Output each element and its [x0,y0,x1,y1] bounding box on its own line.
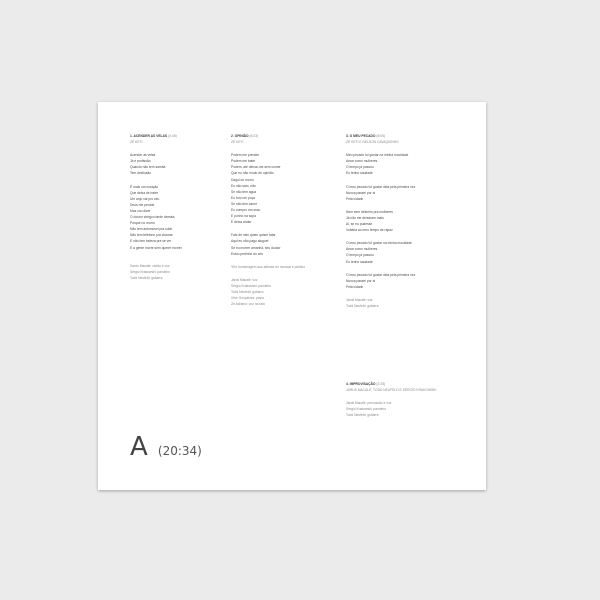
credit-line: Zé Adriano: voz na fala [231,302,265,307]
lyric-line: Meu pecado foi gostar na minha mocidade [346,153,409,158]
lyric-line: E a gente morre sem querer morrer [130,245,182,250]
lyric-line: Podem, até deixar-me sem comer [231,165,281,170]
track-author: ZÉ KETI [231,140,244,145]
side-letter: A [130,432,148,462]
lyric-line: O meu pecado foi gostar dela pela primeira vez [346,272,416,277]
lyric-line: Nunca passei por aí [346,190,376,195]
track-number-title: 1. ACENDER AS VELAS [130,134,168,138]
lyric-line: Se não tem água [231,189,257,194]
lyric-line: Se não tem carne [231,201,258,206]
side-label [130,432,202,462]
lyric-line: Nem sem dinheiro pra mulheres [346,209,393,214]
credit-line: Jards Macalé: percussão e voz [346,401,392,406]
lyric-line: Amar como mulheres [346,159,378,164]
lyric-line: Que eu não mudo de opinião [231,171,274,176]
lyric-line: O doutor chegou tarde demais [130,215,175,220]
side-duration: (20:34) [157,444,202,458]
lyric-line: Voltaria ao meu tempo de rapaz [346,228,393,233]
track-author: ZÉ KETI E NELSON CAVAQUINHO [346,140,399,145]
lyric-line: E não tem beleza pra se ver [130,239,172,244]
track-number-title: 2. OPINIÃO [231,134,249,138]
lyric-line: Eu não saio, não [231,183,256,188]
lyric-line: O tempo já passou [346,165,374,170]
track-note: *Em homenagem aos artistas do musical e político [231,264,306,269]
track-duration: (6:23) [249,134,259,138]
lyric-line: Que deixa de bater [130,190,159,195]
lyric-line: Porque no morro [130,221,155,226]
credit-line: Todd Neufeld: guitarra [346,413,379,418]
lyric-line: Já é profissão [130,159,151,164]
credit-line: Todd Neufeld: guitarra [346,303,379,308]
lyric-line: Aqui eu não pago aluguel [231,239,269,244]
lyric-line: Não tem telefone pra chamar [130,233,173,238]
lyric-line: Já não me deixaram mais [346,215,384,220]
lyric-line: Podem me bater [231,159,256,164]
lyric-line: Eu tenho saudade [346,259,373,264]
credit-line: Jards Macalé: voz [231,277,258,282]
track-duration: (8:05) [376,134,386,138]
credit-line: Sérgio Krakowski: pandeiro [346,407,387,412]
track-2 [231,133,339,307]
track-duration: (2:28) [376,382,386,386]
booklet-page [98,102,486,490]
lyric-line: Quando não tem samba [130,165,166,170]
lyric-line: Fale de mim quem quiser falar [231,233,276,238]
credit-line: Sérgio Krakowski: pandeiro [130,269,171,274]
credit-line: Todd Neufeld: guitarra [130,275,163,280]
track-author: JARDS MACALÉ, TODD NEUFELD E SÉRGIO KRAKOWSKI [346,388,437,393]
lyric-line: O meu pecado foi gostar na minha mocidade [346,241,412,246]
track-author: ZÉ KETI [130,140,143,145]
track-1 [130,133,238,281]
track-number-title: 4. IMPROVISAÇÃO [346,382,376,386]
lyric-line: E deixa andar [231,220,252,225]
lyric-line: Deus me perdoe [130,202,155,207]
lyric-line: Eu furo um poço [231,195,256,200]
lyric-line: Mas vou dizer [130,208,151,213]
lyric-line: Eu tenho saudade [346,171,373,176]
lyric-line: Nunca passei por aí [346,278,376,283]
lyric-line: Pela cidade [346,284,364,289]
lyric-line: Um anjo vai pro céu [130,196,160,201]
lyric-line: Ai, se eu pudesse [346,222,373,227]
lyric-line: Acender as velas [130,153,156,158]
track-3 [346,133,464,309]
lyric-line: E ponho na sopa [231,214,256,219]
credit-line: Jards Macalé: voz [346,297,373,302]
credit-line: Sérgio Krakowski: pandeiro [231,283,272,288]
lyric-line: Podem me prender [231,153,260,158]
lyric-line: Amar como mulheres [346,247,378,252]
credit-line: Sardo Macalé: violão e voz [130,263,170,268]
lyric-line: É mais um coração [130,184,159,189]
credit-line: Todd Neufeld: guitarra [231,289,264,294]
lyric-line: Se eu morrer amanhã, seu doutor [231,245,281,250]
lyric-line: Pela cidade [346,196,364,201]
lyric-line: O meu pecado foi gostar dela pela primeira vez [346,184,416,189]
lyric-line: Tem desilusão [130,171,152,176]
lyric-line: Eu compro um osso [231,208,261,213]
lyric-line: O tempo já passou [346,253,374,258]
track-duration: (3:48) [168,134,177,138]
credit-line: Vitor Gonçalves: piano [231,296,265,301]
lyric-line: Daqui do morro [231,177,254,182]
lyric-line: Não tem automóvel pra subir [130,227,173,232]
lyric-line: Estou pertinho do céu [231,251,264,256]
track-4 [346,381,464,418]
track-number-title: 3. O MEU PECADO [346,134,376,138]
